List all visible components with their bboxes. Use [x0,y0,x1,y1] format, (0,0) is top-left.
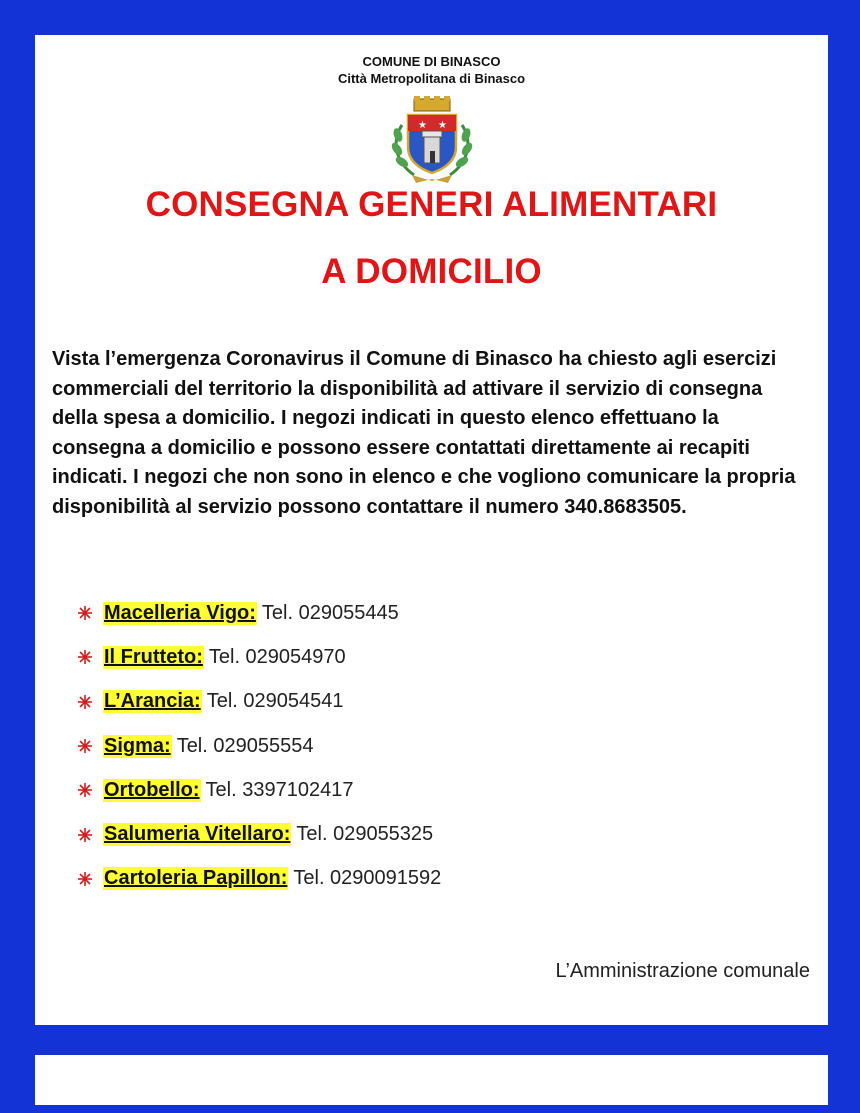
shop-phone: Tel. 3397102417 [205,778,354,801]
shop-phone: Tel. 0290091592 [293,867,442,890]
shop-name: L’Arancia: [104,690,201,713]
star-burst-icon [77,605,93,621]
list-item [77,591,777,635]
coat-of-arms-icon [388,95,476,187]
shop-phone: Tel. 029055554 [176,734,314,757]
shop-name: Sigma: [104,734,171,757]
shop-phone: Tel. 029054970 [208,645,346,668]
shop-name: Ortobello: [104,778,200,801]
star-burst-icon [77,827,93,843]
list-item [77,724,777,768]
flyer-sheet [35,35,828,1025]
list-item [77,635,777,679]
star-burst-icon [77,649,93,665]
list-item [77,857,777,901]
title-line-1: CONSEGNA GENERI ALIMENTARI [145,185,718,224]
star-burst-icon [77,694,93,710]
shop-phone: Tel. 029054541 [206,690,344,713]
star-burst-icon [77,782,93,798]
shop-name: Macelleria Vigo: [104,601,256,624]
bottom-blank-strip [35,1055,828,1105]
metropolitan-city: Città Metropolitana di Binasco [337,71,526,86]
shop-phone: Tel. 029055325 [296,823,434,846]
list-item [77,812,777,856]
shop-name: Cartoleria Papillon: [104,867,288,890]
list-item [77,768,777,812]
shop-name: Il Frutteto: [104,645,203,668]
svg-text:★: ★ [418,120,427,131]
shop-name: Salumeria Vitellaro: [104,823,291,846]
shop-list [77,591,777,901]
signature: L’Amministrazione comunale [555,960,810,982]
intro-paragraph: Vista l’emergenza Coronavirus il Comune di Binasco ha chiesto agli esercizi commerciali del territorio la disponibilità ad attivare il servizio di consegna della spesa a domicilio. I negozi indicati in questo elenco effettuano la consegna a domicilio e possono essere contattati direttamente ai recapiti indicati. I negozi che non sono in elenco e che vogliono comunicare la propria disponibilità al servizio possono contattare il numero 340.8683505. [52,348,796,518]
star-burst-icon [77,738,93,754]
svg-text:★: ★ [438,120,447,131]
shop-phone: Tel. 029055445 [261,601,399,624]
title-line-2: A DOMICILIO [321,252,542,291]
list-item [77,680,777,724]
municipality-header [35,53,828,87]
star-burst-icon [77,871,93,887]
municipality-name: COMUNE DI BINASCO [362,54,501,69]
